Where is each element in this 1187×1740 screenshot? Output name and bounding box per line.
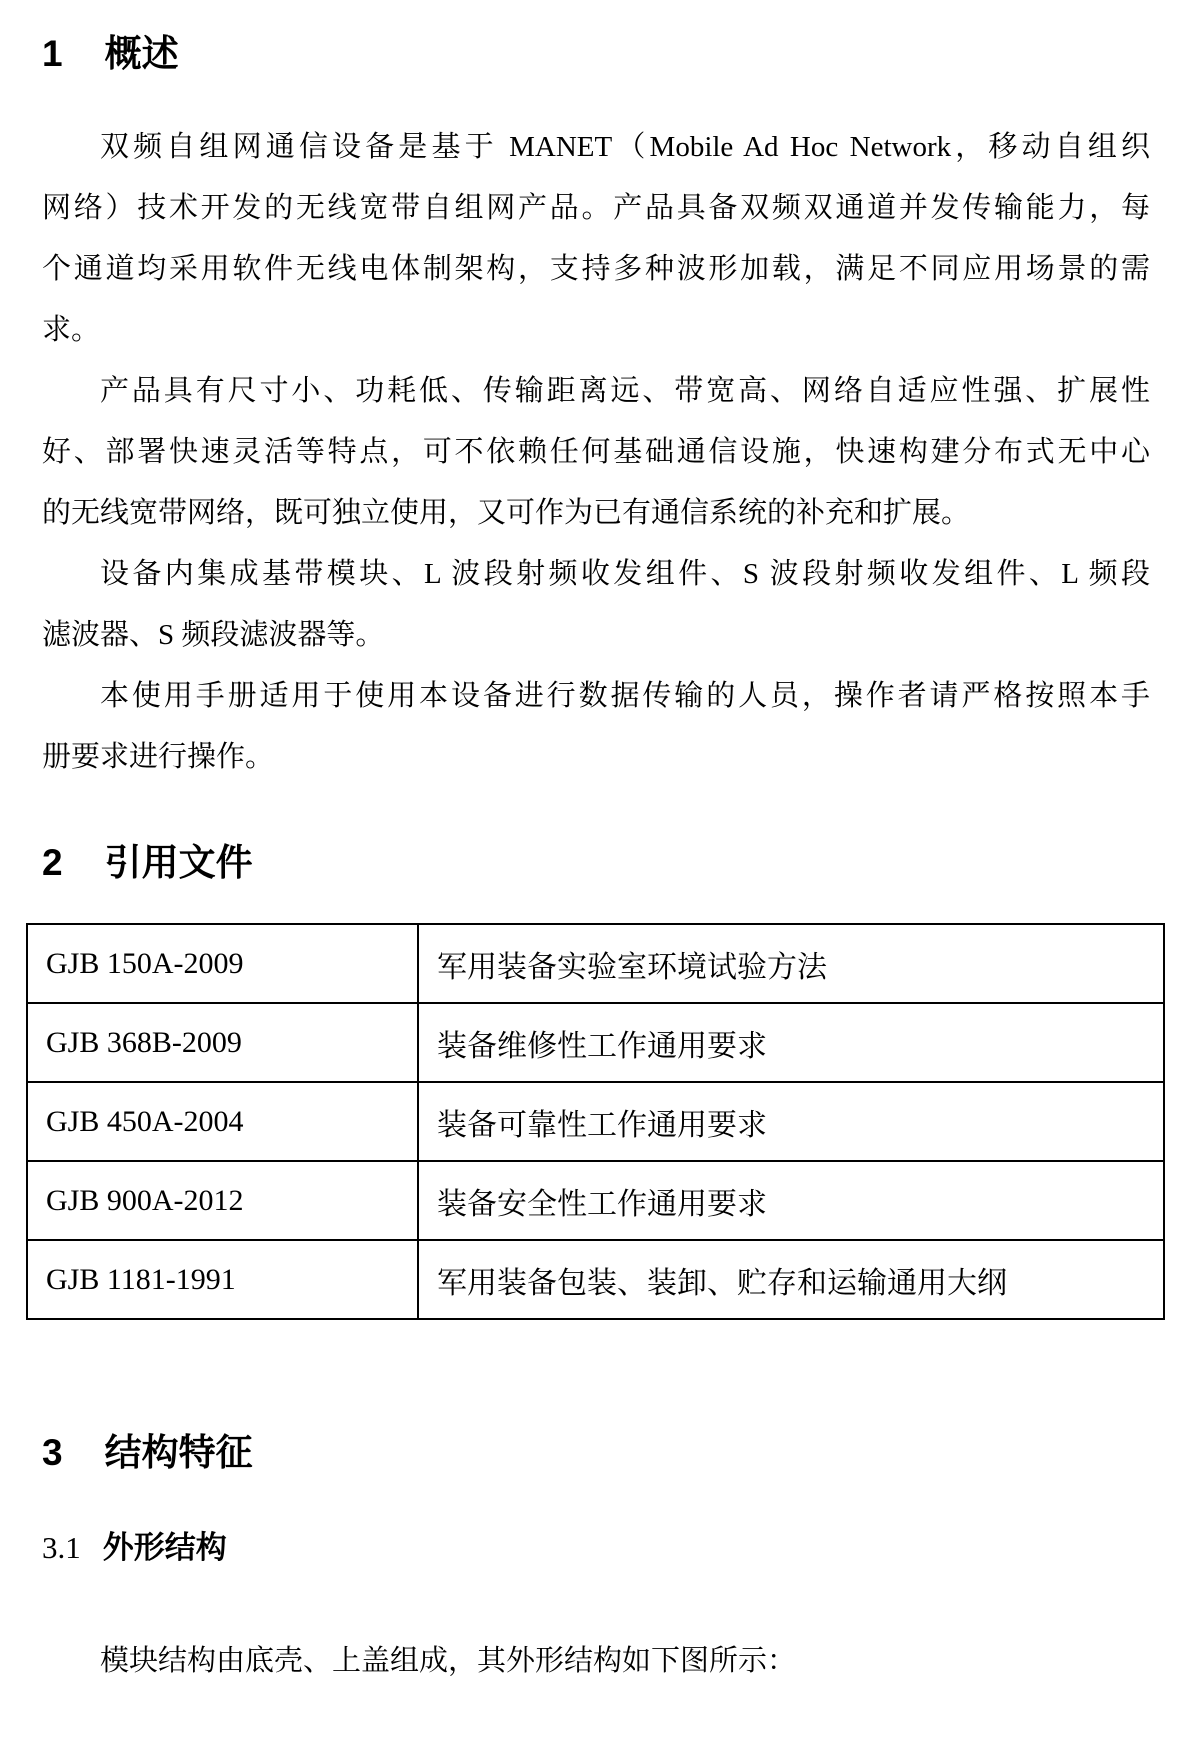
section-title: 结构特征 (104, 1432, 253, 1473)
paragraph-line: 双频自组网通信设备是基于 MANET（Mobile Ad Hoc Network，移动自组织 (100, 131, 1150, 163)
section-number: 2 (42, 842, 63, 883)
reference-title-cell: 装备安全性工作通用要求 (418, 1161, 1164, 1240)
paragraph-line: 好、部署快速灵活等特点，可不依赖任何基础通信设施，快速构建分布式无中心 (42, 436, 1150, 468)
table-row (27, 1003, 1164, 1082)
reference-title-cell: 装备维修性工作通用要求 (418, 1003, 1164, 1082)
subsection-heading-3-1-shape (42, 1530, 1150, 1566)
paragraph-features (42, 361, 1150, 544)
paragraph-line: 设备内集成基带模块、L 波段射频收发组件、S 波段射频收发组件、L 频段 (100, 558, 1150, 590)
paragraph-modules (42, 544, 1150, 666)
table-row (27, 1240, 1164, 1319)
reference-code-cell: GJB 150A-2009 (27, 924, 418, 1003)
table-row (27, 1082, 1164, 1161)
section-title: 引用文件 (104, 842, 253, 883)
paragraph-line: 求。 (42, 314, 101, 346)
paragraph-intro (42, 117, 1150, 361)
paragraph-line: 网络）技术开发的无线宽带自组网产品。产品具备双频双通道并发传输能力，每 (42, 192, 1150, 224)
paragraph-line: 的无线宽带网络，既可独立使用，又可作为已有通信系统的补充和扩展。 (42, 497, 971, 529)
paragraph-manual-scope (42, 666, 1150, 788)
reference-title-cell: 军用装备实验室环境试验方法 (418, 924, 1164, 1003)
paragraph-line: 册要求进行操作。 (42, 741, 275, 773)
reference-code-cell: GJB 368B-2009 (27, 1003, 418, 1082)
reference-code-cell: GJB 1181-1991 (27, 1240, 418, 1319)
reference-title-cell: 军用装备包装、装卸、贮存和运输通用大纲 (418, 1240, 1164, 1319)
section-heading-2-references (42, 842, 1150, 884)
paragraph-line: 本使用手册适用于使用本设备进行数据传输的人员，操作者请严格按照本手 (100, 680, 1150, 712)
section-heading-3-structure (42, 1432, 1150, 1474)
paragraph-line: 个通道均采用软件无线电体制架构，支持多种波形加载，满足不同应用场景的需 (42, 253, 1150, 285)
paragraph-shape-intro (42, 1631, 1150, 1692)
section-title: 概述 (104, 33, 179, 74)
paragraph-line: 模块结构由底壳、上盖组成，其外形结构如下图所示： (100, 1645, 797, 1677)
section-heading-1-overview (42, 33, 1150, 75)
reference-code-cell: GJB 900A-2012 (27, 1161, 418, 1240)
section-number: 3 (42, 1432, 63, 1473)
reference-table (26, 923, 1165, 1320)
reference-title-cell: 装备可靠性工作通用要求 (418, 1082, 1164, 1161)
reference-code-cell: GJB 450A-2004 (27, 1082, 418, 1161)
table-row (27, 1161, 1164, 1240)
section-number: 1 (42, 33, 63, 74)
subsection-title: 外形结构 (102, 1530, 227, 1565)
document-page (0, 33, 1187, 1740)
paragraph-line: 滤波器、S 频段滤波器等。 (42, 619, 385, 651)
table-row (27, 924, 1164, 1003)
paragraph-line: 产品具有尺寸小、功耗低、传输距离远、带宽高、网络自适应性强、扩展性 (100, 375, 1150, 407)
subsection-number: 3.1 (42, 1530, 81, 1565)
